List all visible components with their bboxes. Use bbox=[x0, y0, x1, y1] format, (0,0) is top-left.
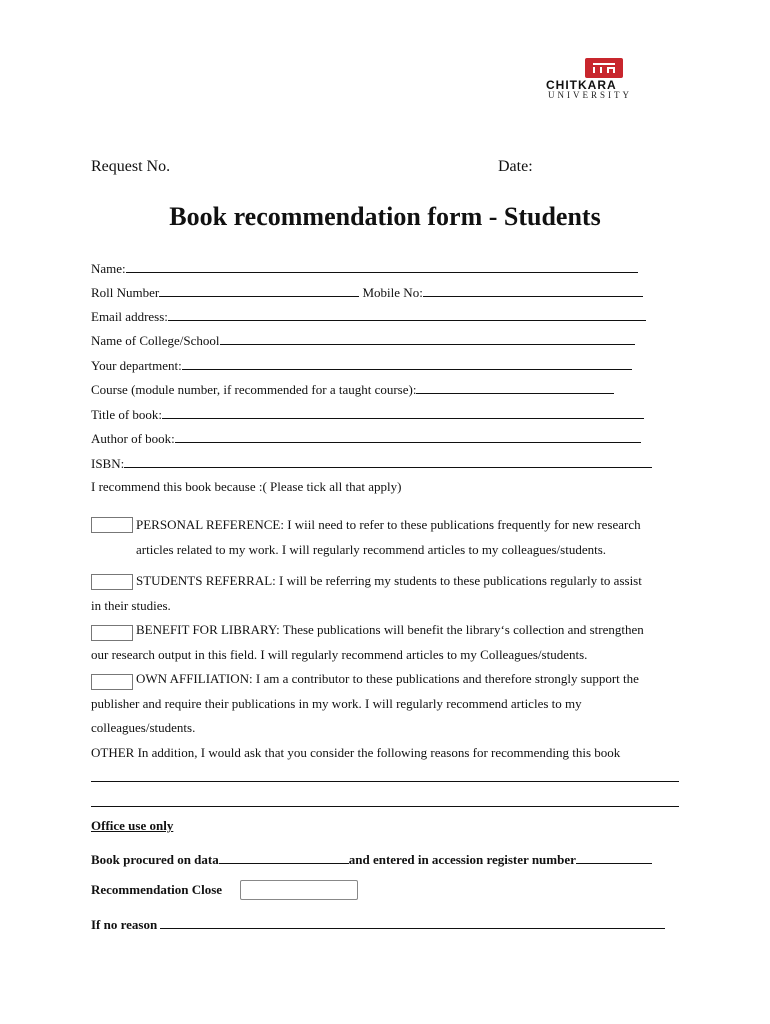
book-title-field[interactable]: Title of book: bbox=[91, 405, 644, 423]
book-title-label: Title of book bbox=[91, 407, 159, 422]
author-label: Author of book bbox=[91, 431, 172, 446]
recommend-intro: I recommend this book because :( Please tick all that apply) bbox=[91, 479, 402, 494]
no-reason-row[interactable] bbox=[91, 915, 665, 933]
logo-name: CHITKARA bbox=[546, 78, 617, 92]
recommendation-close-input[interactable] bbox=[240, 880, 358, 900]
other-reasons-text: OTHER In addition, I would ask that you consider the following reasons for recommending this book bbox=[91, 745, 621, 760]
name-label: Name bbox=[91, 261, 123, 276]
name-blank[interactable] bbox=[126, 259, 638, 273]
procured-label: Book procured on data bbox=[91, 852, 219, 867]
book-title-blank[interactable] bbox=[162, 405, 644, 419]
logo-subtitle: UNIVERSITY bbox=[548, 90, 632, 100]
students-referral-line1: STUDENTS REFERRAL: I will be referring my students to these publications regularly to assist bbox=[136, 573, 642, 588]
personal-reference-line1: PERSONAL REFERENCE: I wiil need to refer to these publications frequently for new research bbox=[136, 517, 641, 532]
roll-label: Roll Number bbox=[91, 285, 160, 300]
email-blank[interactable] bbox=[168, 307, 646, 321]
own-affiliation-checkbox[interactable] bbox=[91, 674, 133, 690]
accession-label: and entered in accession register number bbox=[348, 852, 576, 867]
benefit-library-line1: BENEFIT FOR LIBRARY: These publications will benefit the library‘s collection and strengthen bbox=[136, 622, 644, 637]
isbn-label: ISBN bbox=[91, 456, 121, 471]
roll-mobile-row[interactable]: Roll Number Mobile No: bbox=[91, 283, 643, 301]
office-use-heading: Office use only bbox=[91, 818, 174, 833]
date-label: Date: bbox=[498, 158, 533, 175]
course-field[interactable]: Course (module number, if recommended for a taught course): bbox=[91, 380, 614, 398]
mobile-blank[interactable] bbox=[423, 283, 643, 297]
email-field[interactable]: Email address: bbox=[91, 307, 646, 325]
personal-reference-line2: articles related to my work. I will regularly recommend articles to my colleagues/students. bbox=[136, 542, 607, 557]
author-blank[interactable] bbox=[175, 429, 641, 443]
author-field[interactable]: Author of book: bbox=[91, 429, 641, 447]
isbn-blank[interactable] bbox=[124, 454, 652, 468]
university-logo bbox=[530, 50, 675, 110]
students-referral-line2: in their studies. bbox=[91, 598, 171, 613]
students-referral-checkbox[interactable] bbox=[91, 574, 133, 590]
no-reason-label: If no reason bbox=[91, 917, 158, 932]
procured-row[interactable] bbox=[91, 850, 652, 868]
accession-blank[interactable] bbox=[576, 850, 652, 864]
mobile-label: Mobile No bbox=[362, 285, 420, 300]
other-reason-line-2[interactable] bbox=[91, 806, 679, 807]
name-field[interactable]: Name: bbox=[91, 259, 638, 277]
no-reason-blank[interactable] bbox=[160, 915, 665, 929]
own-affiliation-line2: publisher and require their publications in my work. I will regularly recommend articles to my bbox=[91, 696, 582, 711]
department-field[interactable]: Your department: bbox=[91, 356, 632, 374]
roll-blank[interactable] bbox=[159, 283, 359, 297]
college-label: Name of College/School bbox=[91, 333, 220, 348]
logo-emblem-icon bbox=[585, 58, 623, 78]
benefit-library-line2: our research output in this field. I will regularly recommend articles to my Colleagues/students. bbox=[91, 647, 588, 662]
own-affiliation-line1: OWN AFFILIATION: I am a contributor to these publications and therefore strongly support the bbox=[136, 671, 639, 686]
college-blank[interactable] bbox=[220, 331, 635, 345]
own-affiliation-line3: colleagues/students. bbox=[91, 720, 196, 735]
page-title: Book recommendation form - Students bbox=[169, 202, 601, 231]
recommendation-close-label: Recommendation Close bbox=[91, 882, 223, 897]
procured-blank[interactable] bbox=[219, 850, 349, 864]
course-label: Course (module number, if recommended for a taught course) bbox=[91, 382, 413, 397]
personal-reference-checkbox[interactable] bbox=[91, 517, 133, 533]
request-number-label: Request No. bbox=[91, 158, 171, 175]
benefit-library-checkbox[interactable] bbox=[91, 625, 133, 641]
other-reason-line-1[interactable] bbox=[91, 781, 679, 782]
course-blank[interactable] bbox=[416, 380, 614, 394]
department-label: Your department bbox=[91, 358, 179, 373]
isbn-field[interactable]: ISBN: bbox=[91, 454, 652, 472]
email-label: Email address bbox=[91, 309, 165, 324]
department-blank[interactable] bbox=[182, 356, 632, 370]
college-field[interactable] bbox=[91, 331, 635, 349]
